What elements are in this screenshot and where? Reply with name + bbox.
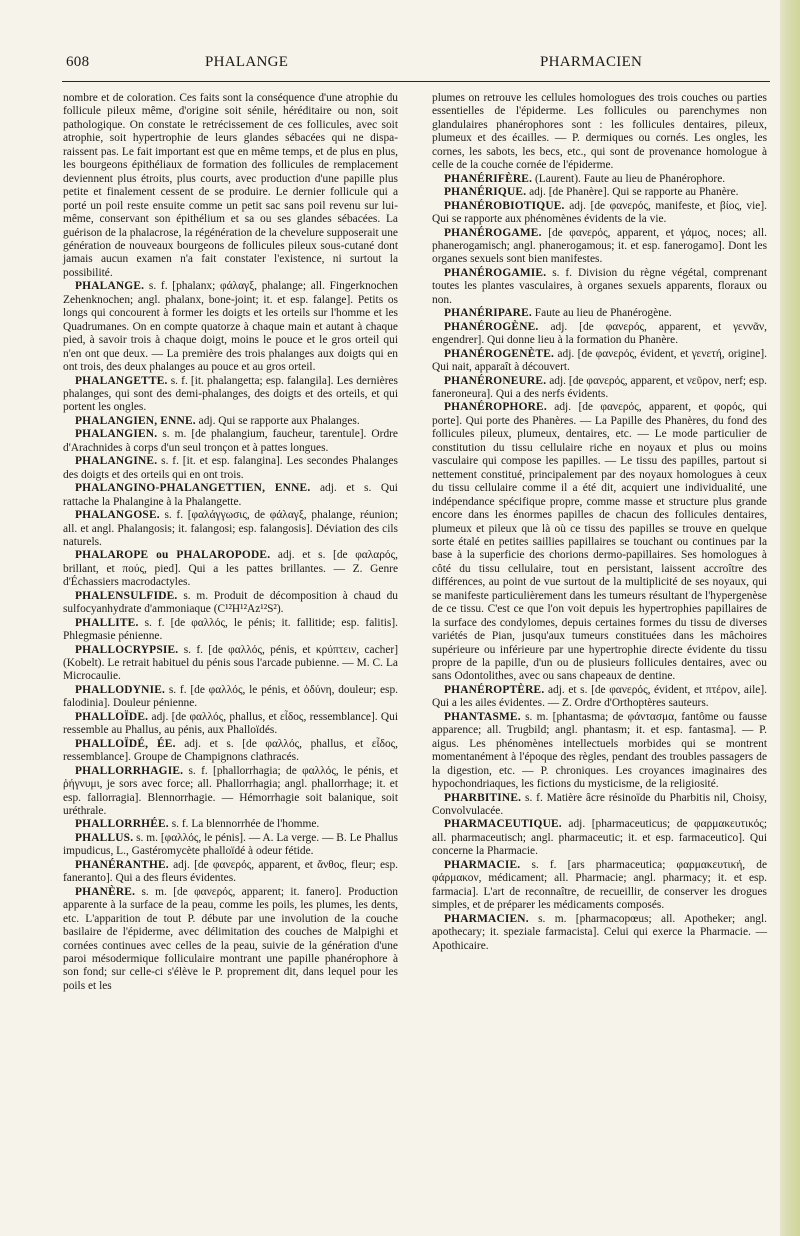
entry-headword: PHARMACIE. [444,858,521,871]
entry-headword: PHALLORRHAGIE. [75,764,184,777]
entry-definition: adj. [de φανερός, apparent, et φορός, qui porte]. Qui porte des Phanères. — La Papille des Phanères, du fond des follicules pileux, plumeux, dentaires, etc. — Le mode particulier de constitution du tissu cellulaire riche en noyaux et plus ou moins vasculaire qui compose les papilles. — Le tissu des papilles, partout si nettement constitué, principalement par des noyaux homologues à ceux du tissu cellulaire comme il a été dit, acquiert une individualité, une indépendance spécifique propre, comme masse et structure plus grande encore dans les énormes papilles de chacun des follicules dentaires, plumeux et pileux que là où ce tissu des papilles se trouve en quelque sorte étalé en petites saillies papillaires se touchant ou continues par la base à la superficie des chorions dermo-papillaires. Ses homologues à côté du tissu cellulaire, tout en persistant, laissent accroître des différences, au point de vue surtout de la multiplicité de ses noyaux, qui se manifeste particulièrement dans les tumeurs résultant de l'hypergenèse de ce tissu. C'est ce que l'on voit depuis les hypertrophies papillaires de la surface des condylomes, depuis certaines formes du tissu de diverses variétés de Pian, jusqu'aux tumeurs constituées dans les mâchoires supérieure ou inférieure par une hypertrophie directe évidente du tissu propre de la papille, d'un ou de plusieurs follicules dentaires, avec ou sans Odontolithes, avec ou sans chapeaux de dentine. [432,401,767,683]
left-intro: nombre et de coloration. Ces faits sont la conséquence d'une atrophie du follicule pileux même, d'origine soit sénile, héréditaire ou non, soit pathologique. On constate le retrécissement de ces follicules, avec soit atrophie, soit hypertrophie de leurs glandes sébacées qui ne dispa-raissent pas. Le fait important est que en même temps, et de plus en plus, les bourgeons épithéliaux de formation des follicules de remplacement deviennent plus étroits, plus courts, avec production d'une papille plus petite et finalement cessent de se produire. Le dernier follicule qui a porté un poil reste ensuite comme un petit sac sans poil revenu sur lui-même, conservant son épithélium et sa ou ses glandes sébacées. La guérison de la phalacrose, la régénération de la chevelure supposerait une génération de nouveaux bourgeons de follicules pileux sous-cutané dont jamais aucun examen n'a fait constater l'existence, ni surtout la possibilité. [63,92,398,279]
entry-headword: PHALLOCRYPSIE. [75,643,179,656]
dictionary-entry [432,227,767,267]
entry-headword: PHARMACEUTIQUE. [444,818,562,831]
left-entries [63,280,398,993]
entry-headword: PHALANGINE. [75,455,158,468]
entry-definition: s. f. [ars pharmaceutica; φαρμακευτική, de φάρμακον, médicament; all. Pharmacie; angl. pharmacy; it. et esp. farmacia]. L'art de reconnaître, de recueillir, de conserver les drogues simples, et de préparer les médicaments composés. [432,858,768,912]
dictionary-entry [432,307,767,320]
entry-definition: s. f. [it. phalangetta; esp. falangila]. Les dernières phalanges, qui sont des demi-phalanges, des doigts et des orteils, et qui portent les ongles. [63,374,398,414]
entry-definition: (Laurent). Faute au lieu de Phanérophore. [535,172,726,185]
entry-headword: PHALANGE. [75,280,145,293]
entry-definition: adj. et s. [de φαλλός, phallus, et εἶδος, ressemblance]. Groupe de Champignons clathracés. [63,737,398,764]
entry-definition: s. f. [de φαλλός, le pénis, et ὀδύνη, douleur; esp. falodinia]. Douleur pénienne. [63,683,398,710]
entry-definition: adj. [de Phanère]. Qui se rapporte au Phanère. [529,186,739,199]
entry-headword: PHANÉROBIOTIQUE. [444,199,565,212]
entry-headword: PHANÉRONEURE. [444,374,547,387]
entry-headword: PHANÉROGÈNE. [444,320,539,333]
entry-headword: PHANÉROGENÈTE. [444,347,555,360]
dictionary-entry [432,401,767,684]
entry-headword: PHARMACIEN. [444,912,529,925]
entry-headword: PHARBITINE. [444,791,522,804]
entry-headword: PHALLOÏDÉ, ÉE. [75,737,176,750]
page-number: 608 [66,54,90,70]
entry-definition: adj. [de φαλλός, phallus, et εἶδος, ressemblance]. Qui ressemble au Phallus, au pénis, aux Phalloïdés. [63,710,399,737]
entry-definition: s. f. [φαλάγγωσις, de φάλαγξ, phalange, réunion; all. et angl. Phalangosis; it. falangosi; esp. falangosis]. Déviation des cils naturels. [63,509,398,548]
entry-headword: PHANÉRIFÈRE. [444,172,533,185]
entry-headword: PHALENSULFIDE. [75,589,178,602]
dictionary-entry [63,375,398,415]
dictionary-entry [63,617,398,644]
dictionary-entry [432,684,767,711]
dictionary-entry [432,173,767,186]
dictionary-entry [63,738,398,765]
entry-definition: s. m. [phantasma; de φάντασμα, fantôme ou fausse apparence; all. Trugbild; angl. phantasm; it. et esp. fantasma]. — P. aigus. Les phénomènes intellectuels morbides qui se montrent momentanément à l'époque des règles, pendant des troubles passagers de la digestion, etc. — P. chroniques. Les croyances imaginaires des hypochondriaques, les fictions du mysticisme, de la religiosité. [432,710,767,791]
entry-definition: s. m. Produit de décomposition à chaud du sulfocyanhydrate d'ammoniaque (C¹²H¹²Az¹²S²). [63,589,398,616]
dictionary-entry [63,832,398,859]
running-head-left: PHALANGE [205,54,289,70]
entry-headword: PHALANGIEN. [75,428,158,441]
entry-headword: PHALANGOSE. [75,509,160,522]
entry-definition: adj. [pharmaceuticus; de φαρμακευτικός; all. pharmaceutisch; angl. pharmaceutic; it. et esp. farmaceutico]. Qui concerne la Pharmacie. [432,818,767,858]
dictionary-entry [63,482,398,509]
entry-headword: PHALANGIEN, ENNE. [75,414,196,427]
dictionary-entry [432,913,767,953]
dictionary-entry [432,818,767,858]
dictionary-entry [432,711,767,792]
entry-headword: PHALLORRHÉE. [75,818,169,831]
entry-definition: s. f. [de φαλλός, pénis, et κρύπτειν, cacher] (Kobelt). Le retrait habituel du pénis sous l'arcade pubienne. — M. C. La Microcaulie. [63,643,398,683]
entry-definition: Faute au lieu de Phanérogène. [534,307,672,320]
dictionary-entry [63,590,398,617]
dictionary-entry [432,375,767,402]
entry-definition: s. m. [pharmacopœus; all. Apotheker; angl. apothecary; it. speziale farmacista]. Celui qui exerce la Pharmacie. — Apothicaire. [432,912,767,952]
entry-definition: s. m. [de phalangium, faucheur, tarentule]. Ordre d'Arachnides à corps d'un seul tronçon et à pattes longues. [63,428,398,454]
entry-definition: s. m. [φαλλός, le pénis]. — A. La verge. — B. Le Phallus impudicus, L., Gastéromycète phalloïdé à odeur fétide. [63,831,398,858]
entry-definition: adj. [de φανερός, manifeste, et βίος, vie]. Qui se rapporte aux phénomènes évidents de la vie. [432,199,767,226]
entry-headword: PHALANGETTE. [75,374,168,387]
dictionary-entry [63,886,398,994]
dictionary-entry [432,267,767,307]
dictionary-entry [432,186,767,199]
right-column [432,92,767,953]
entry-definition: s. f. [phalanx; φάλαγξ, phalange; all. Fingerknochen Zehenknochen; angl. phalanx, bone-joint; it. et esp. falange]. Petits os longs qui concourent à former les doigts et les orteils sur l'homme et les Quadrumanes. On en compte quatorze à chaque main et autant à chaque pied, à savoir trois à chaque doigt, moins le pouce et le gros orteil qui n'en ont que deux. — La première des trois phalanges aux doigts qui en ont trois, des deux phalanges au pouce et au gros orteil. [63,280,398,374]
running-head-right: PHARMACIEN [540,54,643,70]
right-intro: plumes on retrouve les cellules homologues des trois couches ou parties essentielles de l'épiderme. Les follicules ou parenchymes non glandulaires phanérophores sont : les follicules dentaires, pileux, plumeux et des écailles. — P. dermiques ou cornés. Les ongles, les cornes, les sabots, les becs, etc., qui sont de provenance homologue à celle de la couche cornée de l'épiderme. [432,92,767,172]
entry-definition: s. f. Matière âcre résinoïde du Pharbitis nil, Choisy, Convolvulacée. [432,791,767,818]
header-rule [62,81,770,82]
entry-headword: PHANTASME. [444,710,521,723]
entry-headword: PHANÉRIQUE. [444,186,527,199]
entry-headword: PHANÈRE. [75,885,136,898]
entry-definition: adj. [de φανερός, apparent, et νεῦρον, nerf; esp. faneroneura]. Qui a des nerfs évidents. [432,374,767,400]
dictionary-entry [63,455,398,482]
page-header [0,54,780,74]
dictionary-entry [63,415,398,428]
entry-definition: s. f. [phallorrhagia; de φαλλός, le pénis, et ῥήγνυμι, je sors avec force; all. Phallorrhagia; angl. phallorrhage; it. et esp. fallorragia]. Blennorrhagie. — Hémorrhagie soit balanique, soit uréthrale. [63,764,398,818]
entry-headword: PHANÉROGAME. [444,226,542,239]
entry-headword: PHANÉROPHORE. [444,401,547,414]
dictionary-entry [63,509,398,549]
entry-definition: adj. et s. [de φαλαρός, brillant, et πούς, pied]. Qui a les pattes brillantes. — Z. Genre d'Échassiers macrodactyles. [63,549,398,589]
dictionary-entry [63,644,398,684]
dictionary-entry [63,280,398,374]
entry-definition: adj. [de φανερός, apparent, et γεννᾶν, engendrer]. Qui donne lieu à la formation du Phanère. [432,320,767,347]
dictionary-entry [63,428,398,455]
entry-headword: PHALLOÏDE. [75,710,149,723]
entry-definition: s. f. [it. et esp. falangina]. Les secondes Phalanges des doigts et des orteils qui en ont trois. [63,455,398,481]
dictionary-entry [432,348,767,375]
entry-definition: adj. et s. [de φανερός, évident, et πτέρον, aile]. Qui a les ailes évidentes. — Z. Ordre d'Orthoptères sauteurs. [432,683,767,710]
entry-headword: PHANÉROGAMIE. [444,266,547,279]
entry-headword: PHANÉRANTHE. [75,858,169,871]
entry-headword: PHALLODYNIE. [75,683,166,696]
dictionary-entry [432,792,767,819]
right-entries [432,173,767,953]
page-edge [780,0,800,1236]
dictionary-entry [432,200,767,227]
entry-definition: adj. [de φανερός, apparent, et ἄνθος, fleur; esp. faneranto]. Qui a des fleurs évidentes. [63,858,398,885]
entry-headword: PHANÉRIPARE. [444,307,532,320]
dictionary-entry [63,765,398,819]
entry-headword: PHALLUS. [75,831,134,844]
entry-definition: s. f. La blennorrhée de l'homme. [171,818,320,831]
entry-definition: adj. [de φανερός, évident, et γενετή, origine]. Qui nait, apparaît à découvert. [432,347,767,374]
dictionary-entry [63,859,398,886]
dictionary-entry [63,684,398,711]
entry-definition: s. f. Division du règne végétal, comprenant toutes les plantes vasculaires, à organes sexuels apparents, floraux ou non. [432,266,767,306]
entry-headword: PHALLITE. [75,616,139,629]
dictionary-entry [432,321,767,348]
entry-definition: adj. Qui se rapporte aux Phalanges. [198,414,360,427]
entry-headword: PHALAROPE ou PHALAROPODE. [75,549,271,562]
entry-definition: adj. et s. Qui rattache la Phalangine à la Phalangette. [63,482,398,508]
left-column [63,92,398,993]
dictionary-entry [63,549,398,589]
dictionary-entry [63,711,398,738]
entry-definition: s. m. [de φανερός, apparent; it. fanero]. Production apparente à la surface de la peau, comme les poils, les plumes, les dents, etc. L'apparition de tout P. débute par une involution de la couche basilaire de l'épiderme, avec délimitation des couches de Malpighi et cornées continues avec celles de la peau, suivie de la génération d'une paroi mésodermique folliculaire montrant une papille phanérophore à son fond; sur celle-ci s'élève le P. proprement dit, dans lequel pour les poils et les [63,885,398,992]
entry-definition: s. f. [de φαλλός, le pénis; it. fallitide; esp. falitis]. Phlegmasie pénienne. [63,616,398,643]
entry-headword: PHALANGINO-PHALANGETTIEN, ENNE. [75,482,311,495]
entry-headword: PHANÉROPTÈRE. [444,683,545,696]
entry-definition: [de φανερός, apparent, et γάμος, noces; all. phanerogamisch; angl. phanerogamous; it. et esp. fanerogamo]. Dont les organes sexuels sont bien manifestes. [432,226,767,266]
dictionary-entry [63,818,398,831]
dictionary-entry [432,859,767,913]
